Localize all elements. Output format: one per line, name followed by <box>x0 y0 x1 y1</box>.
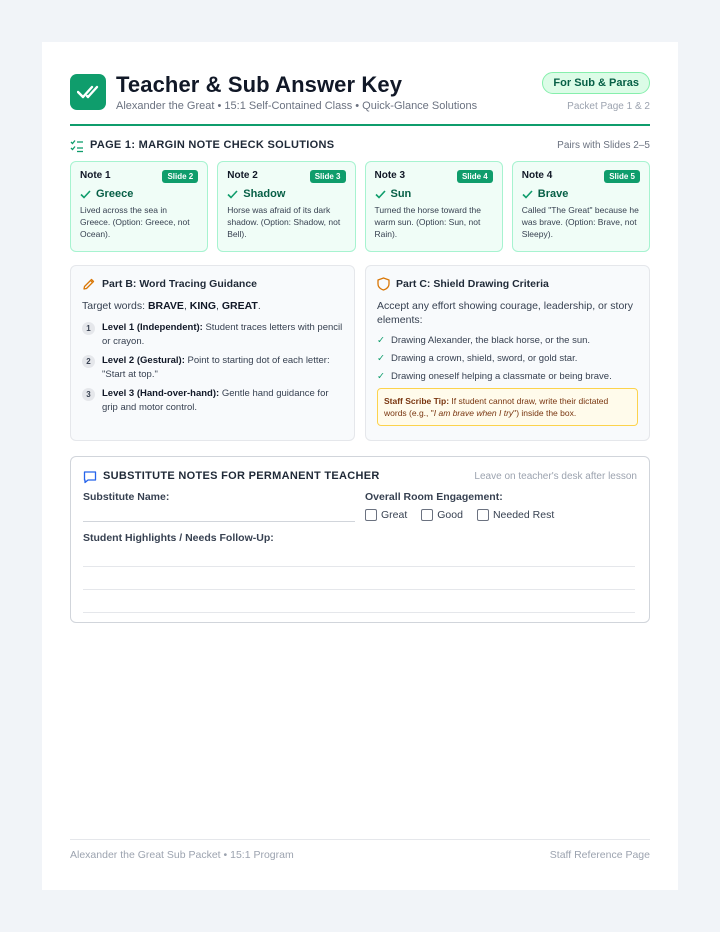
note-answer: Greece <box>96 188 134 200</box>
subnotes-instruction: Leave on teacher's desk after lesson <box>474 471 637 482</box>
writing-line[interactable] <box>83 612 635 613</box>
part-b-title: Part B: Word Tracing Guidance <box>102 278 257 290</box>
target-words: Target words: BRAVE, KING, GREAT. <box>82 300 261 312</box>
highlights-field <box>83 532 635 613</box>
level-title: Level 2 (Gestural): <box>102 355 185 366</box>
check-icon <box>522 190 533 199</box>
tip-text: If student cannot draw, write their dictated words (e.g., " <box>384 396 609 418</box>
check-icon <box>80 190 91 199</box>
tip-label: Staff Scribe Tip: <box>384 396 450 406</box>
answer-key-page <box>42 42 678 890</box>
note-answer-row <box>80 188 198 200</box>
message-icon <box>83 470 97 484</box>
pencil-icon <box>82 277 96 291</box>
check-icon: ✓ <box>377 371 385 382</box>
note-label: Note 1 <box>80 170 111 181</box>
checklist-icon <box>70 139 84 153</box>
section1-pairing: Pairs with Slides 2–5 <box>557 140 650 151</box>
note-label: Note 4 <box>521 170 553 181</box>
double-check-logo-icon <box>70 74 106 110</box>
slide-tag: Slide 2 <box>162 170 198 183</box>
criteria-item <box>377 370 638 383</box>
note-label: Note 3 <box>374 170 406 181</box>
header-divider <box>70 124 650 126</box>
criteria-text: Drawing oneself helping a classmate or being brave. <box>390 371 612 382</box>
slide-tag: Slide 3 <box>310 170 346 183</box>
note-label: Note 2 <box>227 170 258 181</box>
tracing-level <box>82 321 343 349</box>
substitute-name-field[interactable] <box>83 491 355 522</box>
subnotes-header <box>83 469 637 485</box>
level-title: Level 1 (Independent): <box>102 322 203 333</box>
option-label: Needed Rest <box>492 509 555 521</box>
footer-right: Staff Reference Page <box>549 849 650 861</box>
part-c-card <box>365 265 650 441</box>
slide-tag: Slide 4 <box>457 170 493 183</box>
checkbox[interactable] <box>365 509 377 521</box>
note-card <box>365 161 503 252</box>
note-answer: Brave <box>537 188 569 200</box>
criteria-intro: Accept any effort showing courage, leadership, or story elements: <box>377 300 634 326</box>
check-icon <box>227 190 238 199</box>
engagement-label: Overall Room Engagement: <box>365 491 503 503</box>
tracing-levels <box>82 321 343 415</box>
tip-example: I am brave when I try <box>433 408 514 418</box>
highlights-label: Student Highlights / Needs Follow-Up: <box>83 532 274 544</box>
option-label: Good <box>437 509 463 521</box>
level-text: Point to starting dot of each letter: "Start at top." <box>102 355 330 380</box>
footer-left: Alexander the Great Sub Packet • 15:1 Program <box>70 849 294 861</box>
note-answer-row <box>227 188 345 200</box>
note-card <box>217 161 355 252</box>
tracing-level <box>82 354 343 382</box>
header <box>70 72 650 126</box>
audience-badge: For Sub & Paras <box>542 72 650 94</box>
margin-notes-row <box>70 161 650 252</box>
slide-tag: Slide 5 <box>604 170 640 183</box>
substitute-name-line[interactable] <box>83 521 355 522</box>
shield-icon <box>377 277 390 291</box>
note-explanation: Called "The Great" because he was brave. (Option: Brave, not Sleepy). <box>521 205 639 239</box>
level-number: 1 <box>82 322 95 335</box>
engagement-option-great[interactable] <box>365 509 407 521</box>
substitute-name-label: Substitute Name: <box>83 491 170 503</box>
note-explanation: Horse was afraid of its dark shadow. (Option: Shadow, not Bell). <box>227 205 341 239</box>
target-words-prefix: Target words: <box>82 300 148 312</box>
packet-page-label: Packet Page 1 & 2 <box>567 101 650 112</box>
part-c-header <box>377 277 638 291</box>
subnotes-title: SUBSTITUTE NOTES FOR PERMANENT TEACHER <box>103 470 380 482</box>
note-explanation: Lived across the sea in Greece. (Option: Greece, not Ocean). <box>80 205 190 239</box>
level-title: Level 3 (Hand-over-hand): <box>102 388 220 399</box>
tracing-level <box>82 387 343 415</box>
note-explanation: Turned the horse toward the warm sun. (Option: Sun, not Rain). <box>374 205 481 239</box>
footer <box>70 839 650 861</box>
page-subtitle: Alexander the Great • 15:1 Self-Contained Class • Quick-Glance Solutions <box>116 100 478 112</box>
target-word: KING <box>189 300 217 312</box>
part-b-header <box>82 277 343 291</box>
level-text: Student traces letters with pencil or crayon. <box>102 322 343 347</box>
note-answer: Sun <box>390 188 412 200</box>
note-answer: Shadow <box>243 188 286 200</box>
note-card <box>70 161 208 252</box>
level-number: 2 <box>82 355 95 368</box>
option-label: Great <box>381 509 408 521</box>
engagement-option-good[interactable] <box>421 509 463 521</box>
target-word: GREAT <box>221 300 258 312</box>
check-icon <box>375 190 386 199</box>
part-c-title: Part C: Shield Drawing Criteria <box>396 278 549 290</box>
criteria-text: Drawing a crown, shield, sword, or gold star. <box>390 353 578 364</box>
criteria-list <box>377 334 638 383</box>
scribe-tip <box>377 388 638 426</box>
writing-line[interactable] <box>83 566 635 567</box>
checkbox[interactable] <box>477 509 489 521</box>
note-answer-row <box>375 188 493 200</box>
tip-end: ") inside the box. <box>513 408 577 418</box>
section1-title: PAGE 1: MARGIN NOTE CHECK SOLUTIONS <box>90 139 335 151</box>
substitute-notes-form <box>70 456 650 623</box>
check-icon: ✓ <box>377 335 385 346</box>
part-b-card <box>70 265 355 441</box>
note-answer-row <box>522 188 640 200</box>
level-text: Gentle hand guidance for grip and motor control. <box>102 388 329 413</box>
target-words-suffix: . <box>257 300 261 312</box>
engagement-field <box>365 491 635 521</box>
writing-line[interactable] <box>83 589 635 590</box>
criteria-item <box>377 352 638 365</box>
criteria-text: Drawing Alexander, the black horse, or the sun. <box>390 335 591 346</box>
engagement-options <box>365 509 635 521</box>
page-title: Teacher & Sub Answer Key <box>116 72 403 97</box>
check-icon: ✓ <box>377 353 385 364</box>
level-number: 3 <box>82 388 95 401</box>
target-word: BRAVE <box>147 300 184 312</box>
section1-header <box>70 138 650 154</box>
criteria-item <box>377 334 638 347</box>
checkbox[interactable] <box>421 509 433 521</box>
engagement-option-needed-rest[interactable] <box>477 509 554 521</box>
note-card <box>512 161 650 252</box>
